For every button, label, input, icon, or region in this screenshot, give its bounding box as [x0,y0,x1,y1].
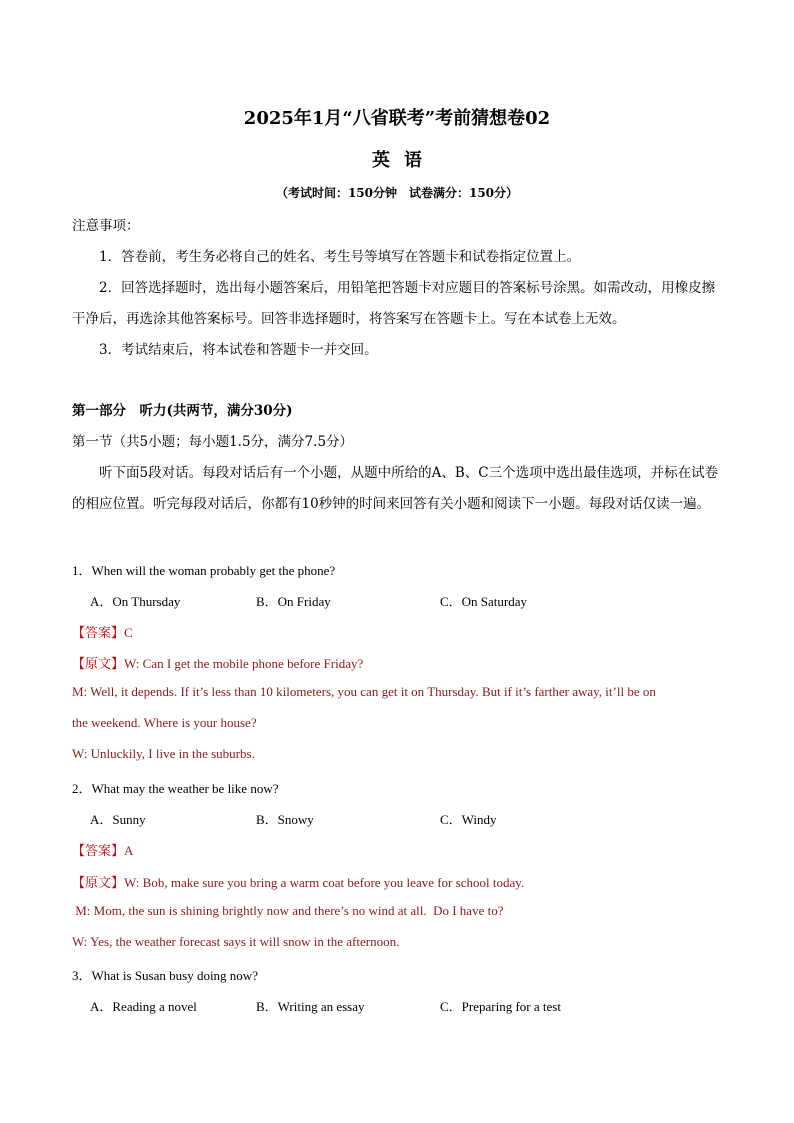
part1-instructions: 听下面5段对话。每段对话后有一个小题，从题中所给的A、B、C三个选项中选出最佳选项，并标在试卷的相应位置。听完每段对话后，你都有10秒钟的时间来回答有关小题和阅读下一小题。每段对话仅读一遍。 [72,465,719,512]
transcript-line: M: Mom, the sun is shining brightly now and there’s no wind at all. Do I have to? [72,903,504,918]
answer-tag: 【答案】 [72,625,125,640]
transcript-line: W: Yes, the weather forecast says it will snow in the afternoon. [72,934,400,949]
transcript-line: the weekend. Where is your house? [72,715,257,730]
question-stem: 2．What may the weather be like now? [72,781,279,796]
option-c: C．Windy [440,812,497,827]
note-item: 3．考试结束后，将本试卷和答题卡一并交回。 [99,342,378,358]
subject-title: 英语 [372,150,436,171]
question-stem: 3．What is Susan busy doing now? [72,968,258,983]
transcript-text: W: Can I get the mobile phone before Friday? [124,656,364,671]
note-item: 2．回答选择题时，选出每小题答案后，用铅笔把答题卡对应题目的答案标号涂黑。如需改动，用橡皮擦干净后，再选涂其他答案标号。回答非选择题时，将答案写在答题卡上。写在本试卷上无效。 [72,280,716,327]
option-c: C．On Saturday [440,594,528,609]
transcript-line [72,653,363,672]
exam-info: （考试时间：150分钟 试卷满分：150分） [275,186,519,200]
answer-tag: 【答案】 [72,843,125,858]
option-a: A．Reading a novel [90,999,197,1014]
note-item: 1．答卷前，考生务必将自己的姓名、考生号等填写在答题卡和试卷指定位置上。 [99,249,581,265]
option-a: A．Sunny [90,812,146,827]
answer-value: A [124,843,134,858]
option-b: B．On Friday [256,594,331,609]
answer-line [72,622,133,641]
transcript-tag: 【原文】 [72,656,125,671]
part1-heading: 第一部分 听力(共两节，满分30分) [72,403,293,419]
part1-section [72,396,722,520]
option-a: A．On Thursday [90,594,181,609]
transcript-line: M: Well, it depends. If it’s less than 10 kilometers, you can get it on Thursday. But if it’s farther away, it’ll be on [72,684,656,699]
notes-section [72,211,722,366]
question-stem: 1．When will the woman probably get the phone? [72,563,336,578]
transcript-line [72,872,524,891]
option-c: C．Preparing for a test [440,999,561,1014]
transcript-line: W: Unluckily, I live in the suburbs. [72,746,255,761]
section1-heading: 第一节（共5小题；每小题1.5分，满分7.5分） [72,434,354,450]
option-b: B．Writing an essay [256,999,365,1014]
answer-line [72,840,133,859]
option-b: B．Snowy [256,812,314,827]
answer-value: C [124,625,133,640]
transcript-tag: 【原文】 [72,875,125,890]
transcript-text: W: Bob, make sure you bring a warm coat before you leave for school today. [124,875,525,890]
notes-heading: 注意事项： [72,218,140,234]
exam-title: 2025年1月“八省联考”考前猜想卷02 [243,108,551,129]
